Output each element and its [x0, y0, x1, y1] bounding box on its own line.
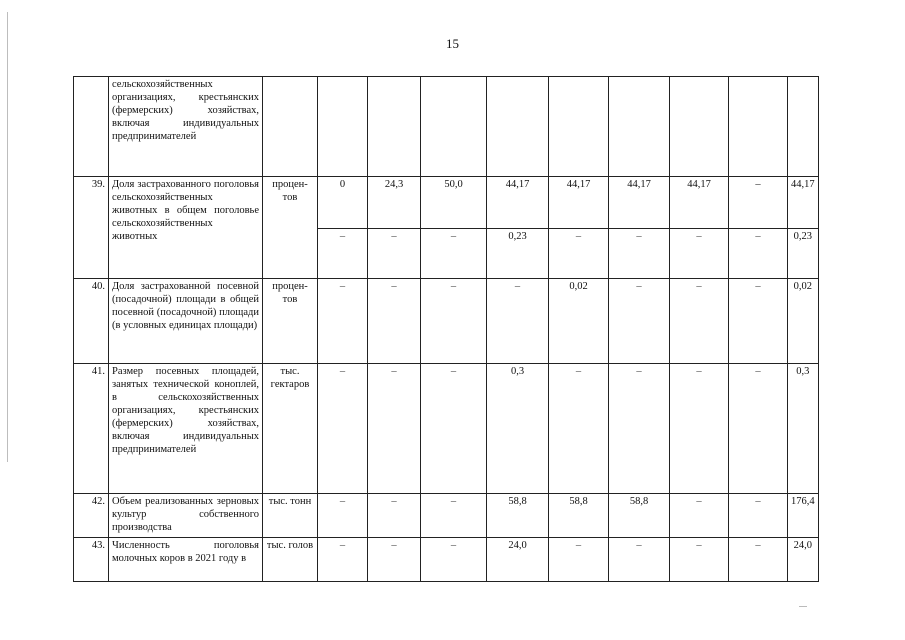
value-cell: – — [670, 538, 729, 582]
value-cell: – — [729, 494, 788, 538]
value-cell: 58,8 — [487, 494, 549, 538]
value-cell: 0,02 — [549, 279, 609, 364]
indicator-name: сельскохозяйственных организациях, крестьянских (фермерских) хозяйствах, включая индивидуальных предпринимателей — [109, 77, 263, 177]
value-cell: 50,0 — [421, 177, 487, 229]
value-cell — [729, 77, 788, 177]
value-cell: – — [670, 494, 729, 538]
table-row — [74, 77, 819, 177]
value-cell: – — [487, 279, 549, 364]
value-cell: – — [729, 177, 788, 229]
value-cell: – — [729, 364, 788, 494]
value-cell — [421, 77, 487, 177]
table-row — [74, 364, 819, 494]
value-cell: – — [729, 279, 788, 364]
unit-cell: тыс. голов — [263, 538, 318, 582]
scan-edge-line — [7, 12, 8, 462]
value-cell: 0,23 — [788, 229, 819, 279]
unit-cell: процен-тов — [263, 279, 318, 364]
indicator-name: Объем реализованных зерновых культур собственного производства — [109, 494, 263, 538]
value-cell: – — [670, 364, 729, 494]
value-cell: 24,0 — [487, 538, 549, 582]
row-number — [74, 77, 109, 177]
value-cell: – — [729, 538, 788, 582]
value-cell — [318, 77, 368, 177]
indicator-name: Численность поголовья молочных коров в 2021 году в — [109, 538, 263, 582]
value-cell: 44,17 — [609, 177, 670, 229]
value-cell — [609, 77, 670, 177]
value-cell: – — [549, 229, 609, 279]
value-cell: – — [318, 494, 368, 538]
value-cell: 0 — [318, 177, 368, 229]
unit-cell: тыс. тонн — [263, 494, 318, 538]
value-cell: – — [318, 279, 368, 364]
value-cell — [788, 77, 819, 177]
value-cell: 58,8 — [609, 494, 670, 538]
value-cell: – — [318, 229, 368, 279]
value-cell — [549, 77, 609, 177]
value-cell: – — [421, 494, 487, 538]
value-cell: 0,02 — [788, 279, 819, 364]
value-cell: – — [609, 279, 670, 364]
value-cell: 24,0 — [788, 538, 819, 582]
unit-cell: тыс. гектаров — [263, 364, 318, 494]
table-row — [74, 494, 819, 538]
unit-cell: процен-тов — [263, 177, 318, 279]
value-cell — [368, 77, 421, 177]
value-cell: – — [421, 279, 487, 364]
row-number: 41. — [74, 364, 109, 494]
indicators-table — [73, 76, 819, 582]
value-cell: – — [549, 364, 609, 494]
value-cell: 0,3 — [788, 364, 819, 494]
value-cell: – — [318, 364, 368, 494]
table-row — [74, 177, 819, 229]
value-cell — [670, 77, 729, 177]
value-cell: 44,17 — [670, 177, 729, 229]
value-cell: – — [729, 229, 788, 279]
row-number: 39. — [74, 177, 109, 279]
value-cell: – — [368, 229, 421, 279]
value-cell: – — [368, 494, 421, 538]
value-cell: – — [368, 538, 421, 582]
row-number: 42. — [74, 494, 109, 538]
value-cell: 176,4 — [788, 494, 819, 538]
row-number: 40. — [74, 279, 109, 364]
value-cell: – — [609, 229, 670, 279]
value-cell: 44,17 — [549, 177, 609, 229]
value-cell: – — [318, 538, 368, 582]
value-cell: – — [609, 364, 670, 494]
value-cell: 44,17 — [788, 177, 819, 229]
table-row — [74, 279, 819, 364]
value-cell: – — [421, 229, 487, 279]
value-cell: – — [368, 364, 421, 494]
indicator-name: Доля застрахованного поголовья сельскохозяйственных животных в общем поголовье сельскохозяйственных животных — [109, 177, 263, 279]
table-row — [74, 538, 819, 582]
value-cell: – — [670, 279, 729, 364]
value-cell: – — [549, 538, 609, 582]
value-cell: – — [368, 279, 421, 364]
value-cell: – — [670, 229, 729, 279]
value-cell: – — [421, 538, 487, 582]
unit-cell — [263, 77, 318, 177]
indicator-name: Размер посевных площадей, занятых технической коноплей, в сельскохозяйственных организациях, крестьянских (фермерских) хозяйствах, включая индивидуальных предпринимателей — [109, 364, 263, 494]
value-cell — [487, 77, 549, 177]
row-number: 43. — [74, 538, 109, 582]
page-number: 15 — [446, 36, 459, 51]
value-cell: 44,17 — [487, 177, 549, 229]
indicator-name: Доля застрахованной посевной (посадочной) площади в общей посевной (посадочной) площади (в условных единицах площади) — [109, 279, 263, 364]
value-cell: 24,3 — [368, 177, 421, 229]
value-cell: – — [421, 364, 487, 494]
scan-artifact — [799, 606, 807, 607]
value-cell: 58,8 — [549, 494, 609, 538]
value-cell: 0,3 — [487, 364, 549, 494]
value-cell: – — [609, 538, 670, 582]
value-cell: 0,23 — [487, 229, 549, 279]
